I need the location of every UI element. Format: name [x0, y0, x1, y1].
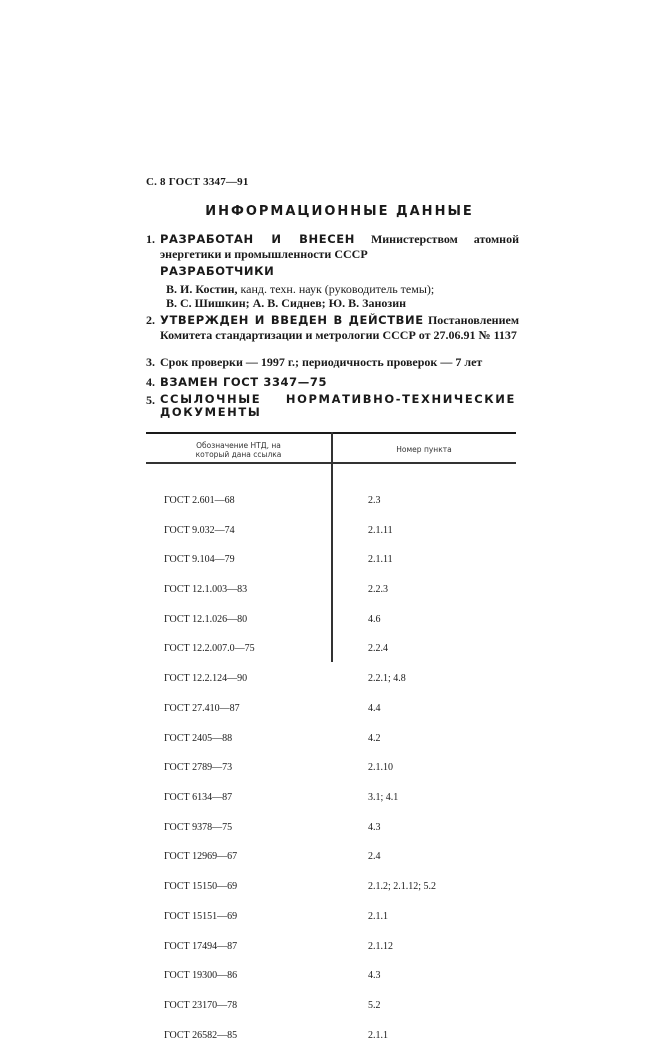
section-item-2	[146, 313, 519, 343]
table-cell-clause: 2.1.10	[368, 762, 393, 774]
table-cell-ntd: ГОСТ 9.032—74	[164, 524, 235, 536]
item-number: 2.	[146, 313, 155, 327]
table-cell-ntd: ГОСТ 9.104—79	[164, 554, 235, 566]
item-number: 3.	[146, 355, 155, 369]
item-number: 1.	[146, 232, 155, 246]
table-cell-clause: 3.1; 4.1	[368, 792, 399, 803]
item-number: 5.	[146, 393, 155, 407]
column-clause	[368, 476, 436, 1060]
developers-list	[166, 282, 519, 310]
item-text: Министерством атомной энергетики и промышленности СССР	[160, 232, 519, 261]
table-cell-clause: 2.1.12	[368, 940, 393, 952]
item-text: Постановлением Комитета стандартизации и метрологии СССР от 27.06.91 № 1137	[160, 313, 519, 342]
table-cell-ntd: ГОСТ 19300—86	[164, 970, 238, 982]
table-cell-clause: 2.2.1; 4.8	[368, 673, 406, 685]
item-heading: РАЗРАБОТАН И ВНЕСЕН	[160, 232, 355, 246]
table-cell-clause: 2.1.1	[368, 910, 388, 922]
header-clause: Номер пункта	[396, 445, 452, 454]
table-cell-ntd: ГОСТ 9378—75	[164, 821, 233, 833]
table-cell-ntd: ГОСТ 2405—88	[164, 732, 233, 744]
page-title: ИНФОРМАЦИОННЫЕ ДАННЫЕ	[205, 204, 474, 219]
table-cell-ntd: ГОСТ 2789—73	[164, 762, 233, 774]
item-heading: УТВЕРЖДЕН И ВВЕДЕН В ДЕЙСТВИЕ	[160, 313, 424, 327]
table-cell-clause: 2.1.11	[368, 524, 393, 536]
section-item-3	[146, 355, 519, 370]
section-item-4	[146, 375, 519, 390]
table-cell-clause: 2.3	[368, 494, 381, 506]
table-cell-clause: 4.6	[368, 613, 381, 625]
table-cell-clause: 4.3	[368, 821, 381, 833]
table-cell-ntd: ГОСТ 27.410—87	[164, 702, 240, 714]
table-cell-ntd: ГОСТ 6134—87	[164, 792, 233, 803]
lead-role: канд. техн. наук (руководитель темы);	[237, 282, 435, 296]
table-cell-clause: 2.1.11	[368, 554, 393, 566]
table-cell-ntd: ГОСТ 17494—87	[164, 940, 238, 952]
table-cell-ntd: ГОСТ 26582—85	[164, 1029, 238, 1041]
item-text: Срок проверки — 1997 г.; периодичность проверок — 7 лет	[160, 355, 483, 369]
table-cell-ntd: ГОСТ 12.2.124—90	[164, 673, 248, 685]
table-cell-clause: 2.2.4	[368, 643, 388, 655]
section-item-1	[146, 232, 519, 262]
section-item-5	[146, 393, 516, 419]
table-cell-ntd: ГОСТ 12.1.003—83	[164, 583, 248, 595]
table-cell-ntd: ГОСТ 12969—67	[164, 851, 238, 863]
table-cell-clause: 4.3	[368, 970, 381, 982]
table-cell-ntd: ГОСТ 2.601—68	[164, 494, 235, 506]
table-cell-clause: 2.4	[368, 851, 381, 863]
table-cell-clause: 2.1.2; 2.1.12; 5.2	[368, 881, 437, 893]
table-cell-ntd: ГОСТ 23170—78	[164, 1000, 238, 1012]
header-ntd: Обозначение НТД, на который дана ссылка	[195, 441, 282, 459]
lead-developer: В. И. Костин,	[166, 282, 238, 296]
table-cell-ntd: ГОСТ 15151—69	[164, 910, 238, 922]
other-developers: В. С. Шишкин; А. В. Сиднев; Ю. В. Занозин	[166, 296, 407, 310]
table-cell-clause: 5.2	[368, 1000, 381, 1012]
item-number: 4.	[146, 375, 155, 389]
table-cell-clause: 2.1.1	[368, 1029, 388, 1041]
table-cell-clause: 4.4	[368, 702, 381, 714]
table-cell-ntd: ГОСТ 12.1.026—80	[164, 613, 248, 625]
item-heading: ССЫЛОЧНЫЕ НОРМАТИВНО-ТЕХНИЧЕСКИЕ ДОКУМЕНТЫ	[160, 392, 516, 419]
column-ntd	[164, 476, 255, 1060]
table-cell-ntd: ГОСТ 15150—69	[164, 881, 238, 893]
table-cell-clause: 4.2	[368, 732, 381, 744]
item-heading: ВЗАМЕН ГОСТ 3347—75	[160, 375, 328, 389]
developers-heading: РАЗРАБОТЧИКИ	[160, 264, 275, 278]
table-cell-ntd: ГОСТ 12.2.007.0—75	[164, 643, 255, 655]
table-cell-clause: 2.2.3	[368, 583, 388, 595]
page-header: С. 8 ГОСТ 3347—91	[146, 176, 249, 188]
table-column-divider	[331, 432, 333, 662]
